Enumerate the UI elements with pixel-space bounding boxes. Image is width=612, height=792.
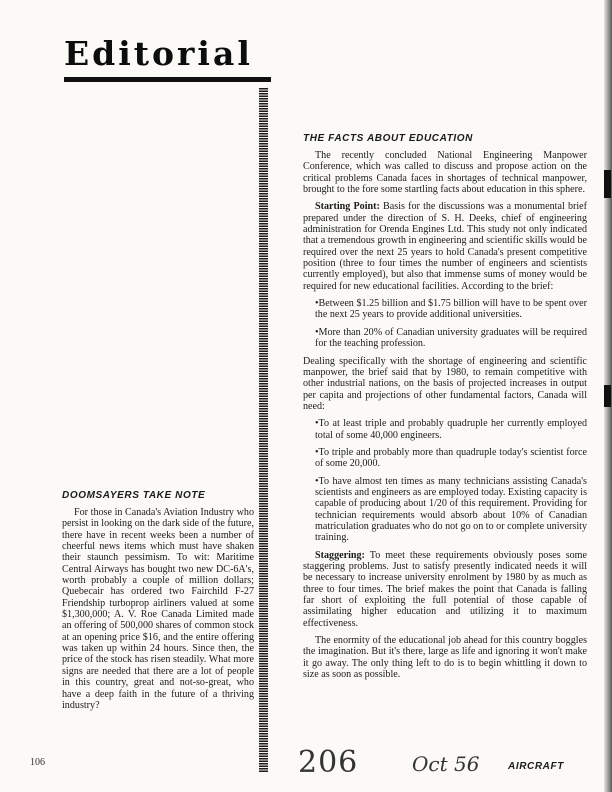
bullet-item: •To triple and probably more than quadruple today's scientist force of some 20,000. <box>315 446 587 470</box>
column-divider-bar <box>259 88 268 772</box>
doomsayers-paragraph: For those in Canada's Aviation Industry who persist in looking on the dark side of the future, there have in recent weeks been a number of cheerful news items which must have shaken their staunch pessimism. To wit: Maritime Central Airways has bought two new DC-6A's, worth probably a couple of million dollars; Quebecair has ordered two Fairchild F-27 Friendship turboprop airliners valued at some $1,300,000; A. V. Roe Canada Limited made an offering of 500,000 shares of common stock at an opening price $16, and the entire offering was taken up within 24 hours. Since then, the price of the stock has risen steadily. What more signs are needed that there are a lot of people in this country, great and not-so-great, who have a deep faith in the future of a thriving industry? <box>62 507 254 711</box>
right-column <box>303 133 587 686</box>
page-title: Editorial <box>64 34 253 73</box>
magazine-name: AIRCRAFT <box>508 761 564 772</box>
section-heading-education: THE FACTS ABOUT EDUCATION <box>303 133 473 144</box>
intro-paragraph: The recently concluded National Engineering Manpower Conference, which was called to discuss and propose action on the critical problems Canada faces in shortages of technical manpower, brought to the fore some startling facts about education in this sphere. <box>303 150 587 196</box>
left-column <box>62 490 254 717</box>
title-rule <box>64 77 271 82</box>
bullet-item: •More than 20% of Canadian university graduates will be required for the teaching profession. <box>315 326 587 350</box>
handwritten-date: Oct 56 <box>412 752 480 776</box>
starting-point-text: Basis for the discussions was a monumental brief prepared under the direction of S. H. Deeks, chief of engineering administration for Orenda Engines Ltd. This study not only indicated that a tremendous growth in engineering and scientific skills would be required over the next 25 years to hold Canada's present competitive position (three to four times the number of engineers and scientists currently employed), but also that immense sums of money would be required for new educational facilities. According to the brief: <box>303 201 587 292</box>
starting-point-paragraph <box>303 201 587 292</box>
dealing-paragraph: Dealing specifically with the shortage of engineering and scientific manpower, the brief said that by 1980, to remain competitive with other industrial nations, on the basis of projected increases in output per capita and projections of other fundamental factors, Canada will need: <box>303 355 587 412</box>
handwritten-number: 206 <box>298 745 359 780</box>
scan-edge-mark <box>604 170 611 198</box>
section-heading-doomsayers: DOOMSAYERS TAKE NOTE <box>62 490 206 501</box>
closing-paragraph: The enormity of the educational job ahead for this country boggles the imagination. But it's there, large as life and ignoring it won't make it go away. The only thing left to do is to begin whittling it down to size as soon as possible. <box>303 635 587 681</box>
bullet-item: •To at least triple and probably quadruple her currently employed total of some 40,000 engineers. <box>315 418 587 441</box>
staggering-text: To meet these requirements obviously poses some staggering problems. Just to satisfy presently indicated needs it will be necessary to increase university enrolment by 1980 by as much as three to four times. The brief makes the point that Canada is falling far short of exploiting the full potential of those capable of assimilating higher education and utilizing it to maximum effectiveness. <box>303 549 587 629</box>
bullet-item: •Between $1.25 billion and $1.75 billion will have to be spent over the next 25 years to provide additional universities. <box>315 298 587 321</box>
scan-edge-mark <box>604 385 611 407</box>
staggering-paragraph <box>303 550 587 629</box>
bullet-item: •To have almost ten times as many technicians assisting Canada's scientists and engineers as are employed today. Existing capacity is capable of producing about 1/20 of this requirement. Providing for technician requirements would absorb about 10% of Canadian matriculation graduates who do not go on to or complete university training. <box>315 475 587 544</box>
starting-point-label: Starting Point: <box>315 201 380 213</box>
page-number: 106 <box>30 757 45 768</box>
staggering-label: Staggering: <box>315 549 365 561</box>
